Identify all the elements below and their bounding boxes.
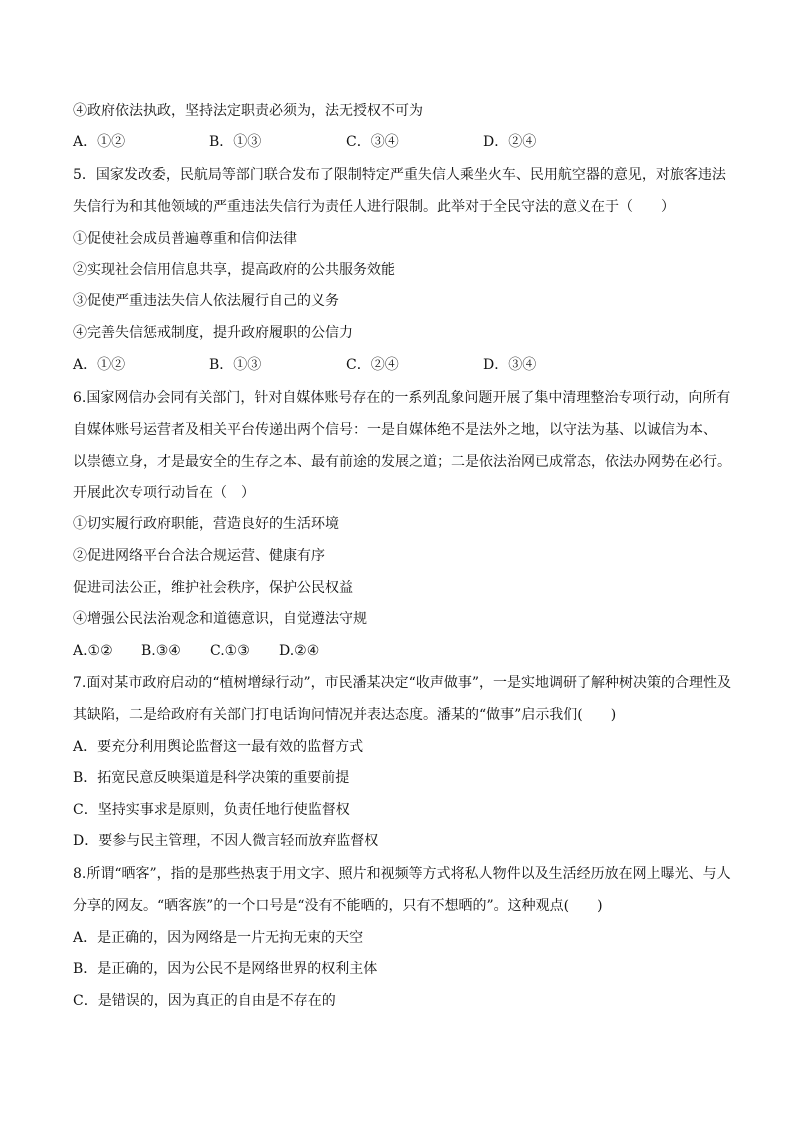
- q5-item-2: ②实现社会信用信息共享，提高政府的公共服务效能: [73, 262, 395, 278]
- q5-item-1: ①促使社会成员普遍尊重和信仰法律: [73, 231, 297, 247]
- q5-stem-line-1: 5．国家发改委，民航局等部门联合发布了限制特定严重失信人乘坐火车、民用航空器的意见，对旅客违法: [73, 167, 726, 183]
- q5-item-3: ③促使严重违法失信人依法履行自己的义务: [73, 293, 339, 309]
- q6-item-2: ②促进网络平台合法合规运营、健康有序: [73, 548, 325, 564]
- q8-choice-a: A．是正确的，因为网络是一片无拘无束的天空: [73, 930, 364, 946]
- q4-option-b: B．①③: [209, 134, 262, 150]
- q8-choice-c: C．是错误的，因为真正的自由是不存在的: [73, 993, 336, 1009]
- q4-option-a: A．①②: [73, 134, 126, 150]
- q6-option-a: A.①②: [73, 643, 113, 659]
- q6-option-b: B.③④: [141, 643, 181, 659]
- q6-option-d: D.②④: [279, 643, 320, 659]
- q4-options: [73, 132, 673, 152]
- q7-choice-c: C．坚持实事求是原则，负责任地行使监督权: [73, 802, 350, 818]
- q6-stem-line-4: 开展此次专项行动旨在（ ）: [73, 485, 255, 501]
- q8-choice-b: B．是正确的，因为公民不是网络世界的权利主体: [73, 961, 378, 977]
- q4-item-4: ④政府依法执政，坚持法定职责必须为，法无授权不可为: [73, 103, 423, 119]
- q7-stem-line-2: 其缺陷，二是给政府有关部门打电话询问情况并表达态度。潘某的“做事”启示我们( ): [73, 707, 617, 723]
- q5-option-c: C．②④: [346, 357, 399, 373]
- q7-stem-line-1: 7.面对某市政府启动的“植树增绿行动”，市民潘某决定“收声做事”，一是实地调研了解种树决策的合理性及: [73, 675, 731, 691]
- q7-choice-d: D．要参与民主管理，不因人微言轻而放弃监督权: [73, 833, 379, 849]
- q6-item-3: 促进司法公正，维护社会秩序，保护公民权益: [73, 580, 353, 596]
- q6-stem-line-3: 以崇德立身，才是最安全的生存之本、最有前途的发展之道；二是依法治网已成常态，依法办网势在必行。: [73, 454, 731, 470]
- q5-item-4: ④完善失信惩戒制度，提升政府履职的公信力: [73, 325, 353, 341]
- q4-option-c: C．③④: [346, 134, 399, 150]
- q6-option-c: C.①③: [210, 643, 250, 659]
- q6-stem-line-2: 自媒体账号运营者及相关平台传递出两个信号：一是自媒体绝不是法外之地，以守法为基、以诚信为本、: [73, 422, 717, 438]
- q7-choice-a: A．要充分利用舆论监督这一最有效的监督方式: [73, 739, 364, 755]
- q5-option-a: A．①②: [73, 357, 126, 373]
- q5-options: [73, 355, 673, 375]
- q8-stem-line-2: 分享的网友。“晒客族”的一个口号是“没有不能晒的，只有不想晒的”。这种观点( ): [73, 898, 603, 914]
- q6-item-4: ④增强公民法治观念和道德意识，自觉遵法守规: [73, 611, 367, 627]
- q6-item-1: ①切实履行政府职能，营造良好的生活环境: [73, 516, 339, 532]
- q7-choice-b: B．拓宽民意反映渠道是科学决策的重要前提: [73, 770, 350, 786]
- q6-options: [73, 641, 673, 661]
- q4-option-d: D．②④: [483, 134, 537, 150]
- q8-stem-line-1: 8.所谓“晒客”，指的是那些热衷于用文字、照片和视频等方式将私人物件以及生活经历放在网上曝光、与人: [73, 866, 731, 882]
- q5-option-d: D．③④: [483, 357, 537, 373]
- q5-option-b: B．①③: [209, 357, 262, 373]
- q6-stem-line-1: 6.国家网信办会同有关部门，针对自媒体账号存在的一系列乱象问题开展了集中清理整治专项行动，向所有: [73, 390, 731, 406]
- q5-stem-line-2: 失信行为和其他领域的严重违法失信行为责任人进行限制。此举对于全民守法的意义在于（ ）: [73, 199, 675, 215]
